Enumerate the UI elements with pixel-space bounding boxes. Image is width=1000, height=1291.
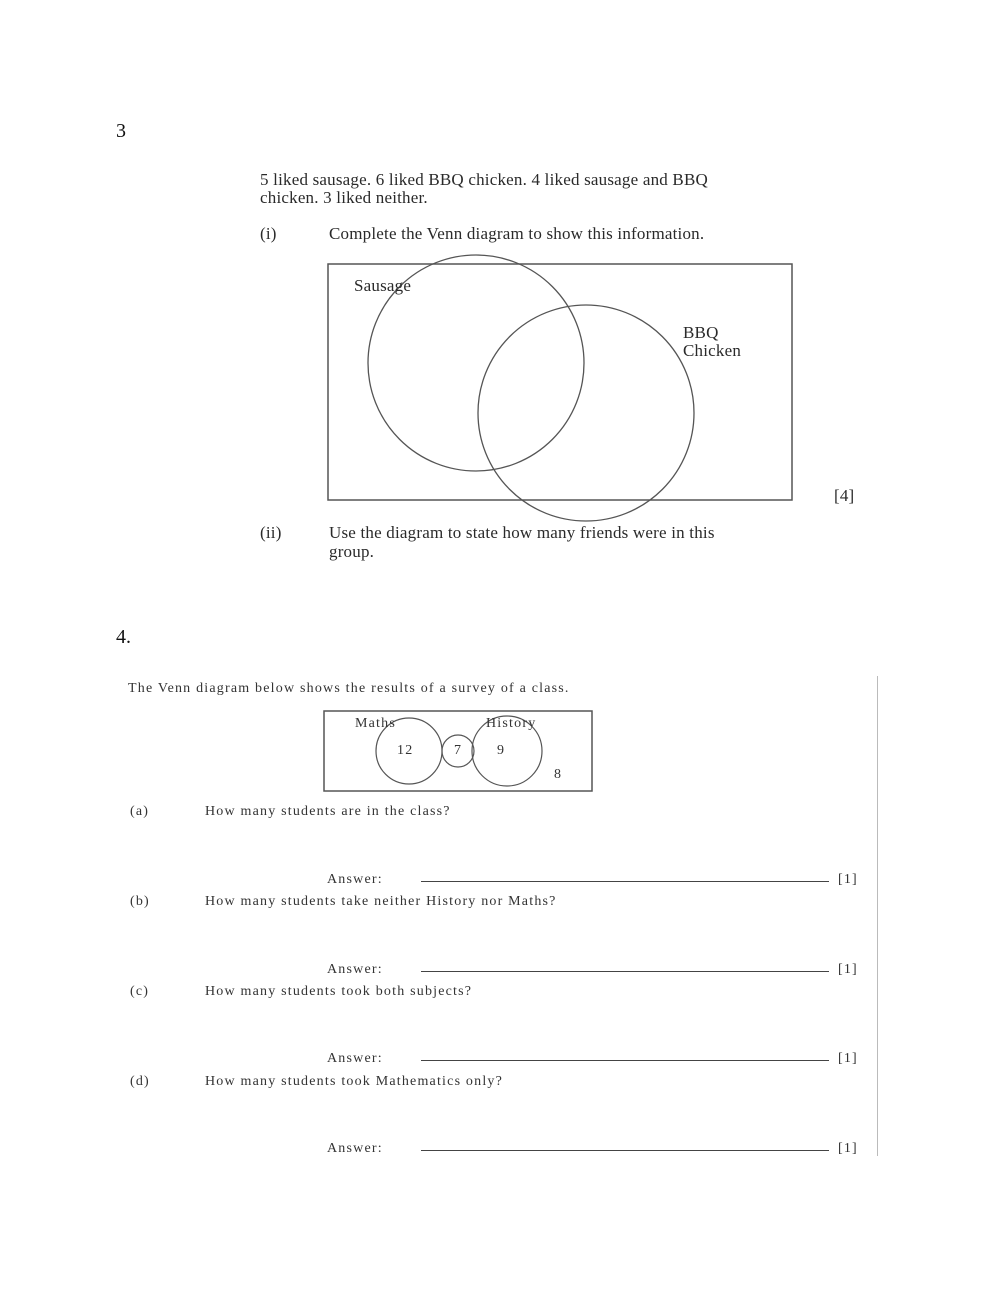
q3-part-i-label: (i) [260,224,277,243]
q3-venn-circle-bbq [478,305,694,521]
q3-venn-diagram [326,263,796,503]
q3-venn-universal-set [328,264,792,500]
q4-part-d-marks: [1] [838,1141,858,1156]
q3-part-ii-label: (ii) [260,523,282,542]
q4-part-c-answer-label: Answer: [327,1051,383,1066]
q3-stem-line1: 5 liked sausage. 6 liked BBQ chicken. 4 liked sausage and BBQ [260,170,708,189]
q4-part-b-marks: [1] [838,962,858,977]
question-4-number: 4. [116,626,131,648]
q4-part-c-label: (c) [130,984,150,999]
scan-edge-line [877,676,878,1156]
q4-intro: The Venn diagram below shows the results of a survey of a class. [128,681,570,696]
q4-part-a-label: (a) [130,804,150,819]
q4-part-a-question: How many students are in the class? [205,804,451,819]
q4-part-a-answer-label: Answer: [327,872,383,887]
q4-part-d-question: How many students took Mathematics only? [205,1074,504,1089]
q4-part-a-marks: [1] [838,872,858,887]
q4-venn-value-history-only: 9 [497,743,506,758]
q3-part-i-text: Complete the Venn diagram to show this information. [329,224,705,243]
q4-part-d-label: (d) [130,1074,150,1089]
q4-venn-label-history: History [486,716,537,731]
q4-part-b-answer-label: Answer: [327,962,383,977]
q4-part-b-label: (b) [130,894,150,909]
q3-venn-label-bbq-line1: BBQ [683,323,719,342]
q4-part-d-answer-label: Answer: [327,1141,383,1156]
q4-venn-value-maths-only: 12 [397,743,414,758]
q4-part-d-answer-line[interactable] [421,1150,829,1151]
q4-part-b-question: How many students take neither History nor Maths? [205,894,557,909]
q4-part-b-answer-line[interactable] [421,971,829,972]
question-3-number: 3 [116,120,126,142]
q3-venn-label-sausage: Sausage [354,276,412,295]
q3-stem-line2: chicken. 3 liked neither. [260,188,428,207]
q3-marks-i: [4] [834,486,855,505]
q3-venn-label-bbq-line2: Chicken [683,341,742,360]
q4-venn-value-neither: 8 [554,767,563,782]
q4-venn-label-maths: Maths [355,716,396,731]
q4-part-c-marks: [1] [838,1051,858,1066]
q3-part-ii-line2: group. [329,542,375,561]
q4-part-a-answer-line[interactable] [421,881,829,882]
q4-part-c-question: How many students took both subjects? [205,984,473,999]
q4-venn-value-both: 7 [454,743,463,758]
q3-part-ii-line1: Use the diagram to state how many friends were in this [329,523,715,542]
q4-part-c-answer-line[interactable] [421,1060,829,1061]
